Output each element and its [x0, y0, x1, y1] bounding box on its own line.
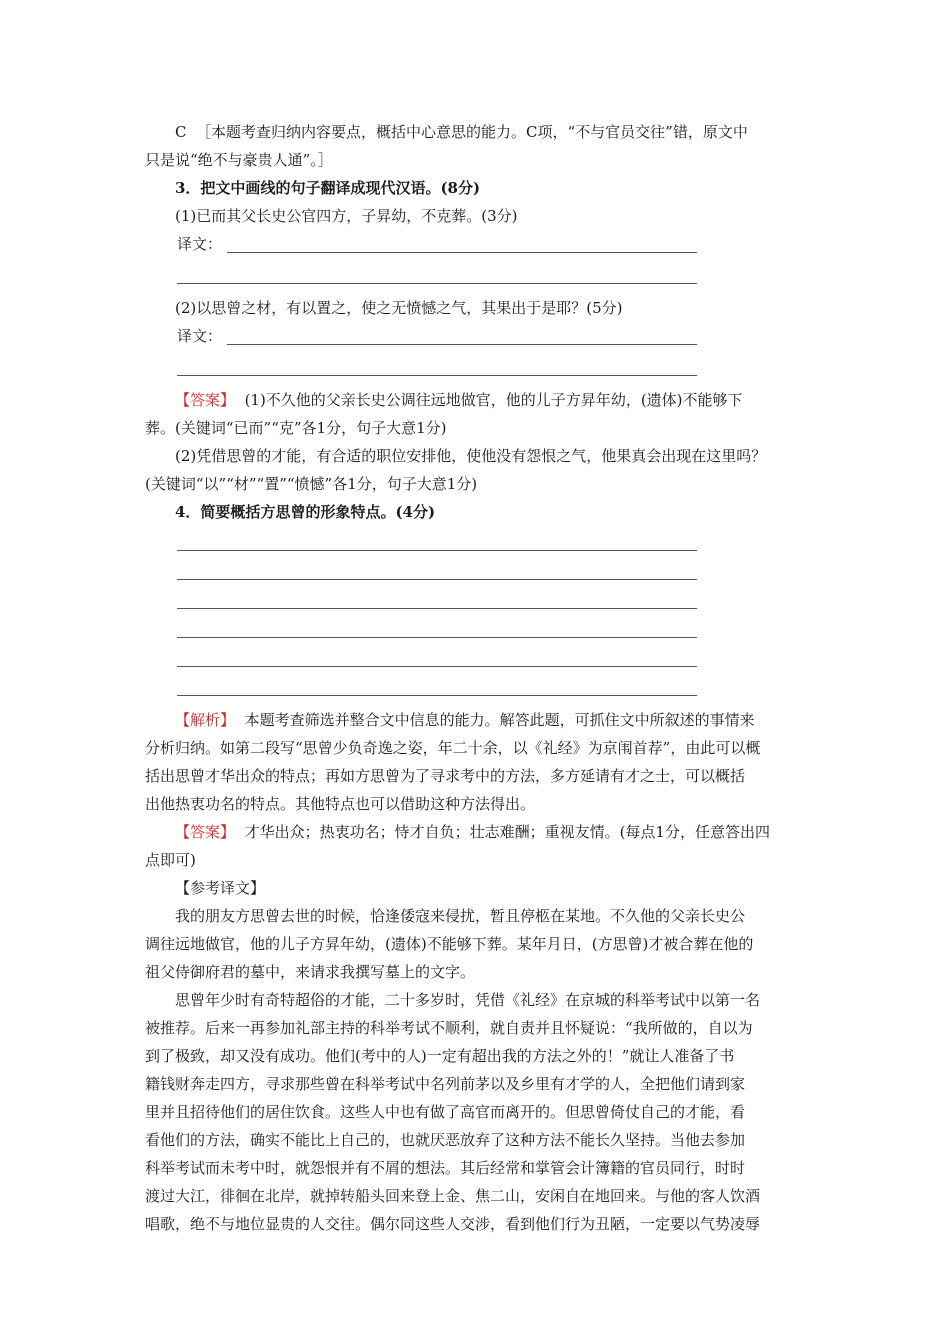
reference-line: 被推荐。后来一再参加礼部主持的科举考试不顺利，就自责并且怀疑说：“我所做的，自以为 [145, 1019, 753, 1037]
answer-blank-line[interactable] [145, 671, 815, 700]
reference-line: 我的朋友方思曾去世的时候，恰逢倭寇来侵扰，暂且停柩在某地。不久他的父亲长史公 [175, 907, 746, 925]
answer-blank-line[interactable] [145, 259, 815, 288]
blank-rule [227, 344, 697, 345]
reference-line: 祖父侍御府君的墓中，来请求我撰写墓上的文字。 [145, 963, 476, 981]
answer-blank-line[interactable] [145, 613, 815, 642]
answer-blank-line[interactable] [145, 642, 815, 671]
q4-analysis-line: 括出思曾才华出众的特点；再如方思曾为了寻求考中的方法，多方延请有才之士，可以概括 [145, 767, 746, 785]
q4-answer-line: 点即可) [145, 851, 196, 869]
q4-analysis-line: 分析归纳。如第二段写“思曾少负奇逸之姿，年二十余，以《礼经》为京闱首荐”，由此可以概 [145, 739, 761, 757]
reference-line: 里并且招待他们的居住饮食。这些人中也有做了高官而离开的。但思曾倚仗自己的才能，看 [145, 1103, 746, 1121]
reference-line: 渡过大江，徘徊在北岸，就掉转船头回来登上金、焦二山，安闲自在地回来。与他的客人饮酒 [145, 1187, 761, 1205]
answer-tag: 【答案】 [175, 823, 236, 841]
q2-answer-line: C ［本题考查归纳内容要点，概括中心意思的能力。C项，“不与官员交往”错，原文中 [175, 123, 748, 141]
q4-analysis-line: 出他热衷功名的特点。其他特点也可以借助这种方法得出。 [145, 795, 536, 813]
reference-line: 到了极致，却又没有成功。他们(考中的人)一定有超出我的方法之外的！”就让人准备了书 [145, 1047, 735, 1065]
answer-blank-line[interactable] [145, 584, 815, 613]
reference-line: 唱歌，绝不与地位显贵的人交往。偶尔同这些人交涉，看到他们行为丑陋，一定要以气势凌辱 [145, 1215, 761, 1233]
q3-answer-line: (关键词“以”“材”“置”“愤憾”各1分，句子大意1分) [145, 475, 478, 493]
reference-line: 看他们的方法，确实不能比上自己的，也就厌恶放弃了这种方法不能长久坚持。当他去参加 [145, 1131, 746, 1149]
analysis-tag: 【解析】 [175, 711, 236, 729]
q4-analysis: 【解析】 本题考查筛选并整合文中信息的能力。解答此题，可抓住文中所叙述的事情来 [175, 711, 755, 729]
answer-letter: C [175, 123, 187, 141]
q3-answer: 【答案】 (1)不久他的父亲长史公调往远地做官，他的儿子方昇年幼，(遗体)不能够下 [175, 391, 743, 409]
document-page [145, 118, 815, 1238]
reference-heading: 【参考译文】 [175, 879, 266, 897]
reference-line: 科举考试而未考中时，就怨恨并有不屑的想法。其后经常和掌管会计簿籍的官员同行，时时 [145, 1159, 746, 1177]
answer-tag: 【答案】 [175, 391, 236, 409]
answer-blank-line[interactable] [145, 526, 815, 555]
answer-blank-line[interactable] [145, 351, 815, 380]
q4-answer: 【答案】 才华出众；热衷功名；恃才自负；壮志难酬；重视友情。(每点1分，任意答出四 [175, 823, 770, 841]
q3-answer-line: 葬。(关键词“已而”“克”各1分，句子大意1分) [145, 419, 447, 437]
question-3-item-2: (2)以思曾之材，有以置之，使之无愤憾之气，其果出于是耶？(5分) [175, 299, 623, 317]
reference-line: 思曾年少时有奇特超俗的才能，二十多岁时，凭借《礼经》在京城的科举考试中以第一名 [175, 991, 761, 1009]
question-4-title: 4．简要概括方思曾的形象特点。(4分) [175, 503, 436, 521]
question-3-item-1: (1)已而其父长史公官四方，子昇幼，不克葬。(3分) [175, 207, 518, 225]
answer-blank-line[interactable] [145, 555, 815, 584]
reference-line: 调往远地做官，他的儿子方昇年幼，(遗体)不能够下葬。某年月日，(方思曾)才被合葬在他的 [145, 935, 754, 953]
question-3-title: 3．把文中画线的句子翻译成现代汉语。(8分) [175, 179, 481, 197]
q2-answer-line: 只是说“绝不与豪贵人通”。］ [145, 151, 333, 169]
translation-blank[interactable]: 译文： [145, 322, 815, 351]
q3-answer-line: (2)凭借思曾的才能，有合适的职位安排他，使他没有怨恨之气，他果真会出现在这里吗？ [175, 447, 767, 465]
translation-blank[interactable]: 译文： [145, 230, 815, 259]
blank-rule [227, 252, 697, 253]
reference-line: 籍钱财奔走四方，寻求那些曾在科举考试中名列前茅以及乡里有才学的人，全把他们请到家 [145, 1075, 746, 1093]
